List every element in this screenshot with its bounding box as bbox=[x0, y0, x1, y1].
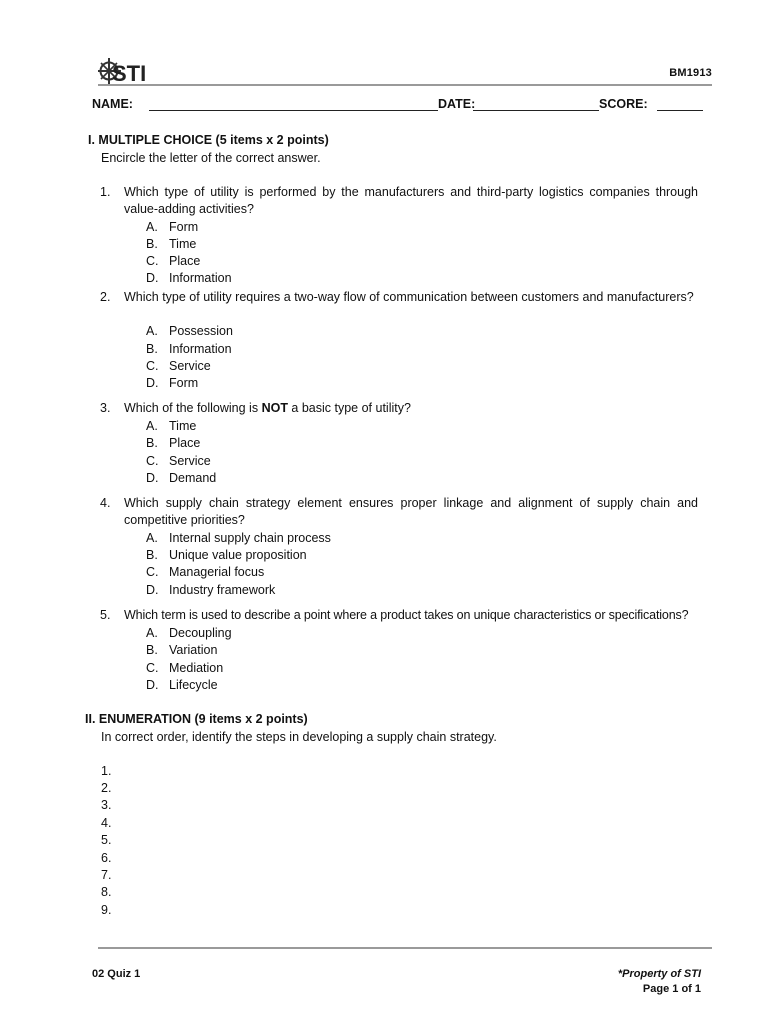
option-letter: A. bbox=[146, 419, 158, 433]
section-1-title: I. MULTIPLE CHOICE (5 items x 2 points) bbox=[88, 133, 329, 147]
question-text-part: Which of the following is bbox=[124, 401, 262, 415]
name-label: NAME: bbox=[92, 97, 133, 111]
option-text: Demand bbox=[169, 471, 217, 485]
option-letter: D. bbox=[146, 271, 159, 285]
option-letter: B. bbox=[146, 237, 158, 251]
enumeration-item: 9. bbox=[101, 903, 112, 917]
option-text: Internal supply chain process bbox=[169, 531, 331, 545]
option-text: Time bbox=[169, 419, 197, 433]
option-letter: A. bbox=[146, 531, 158, 545]
option-text: Information bbox=[169, 342, 232, 356]
option-letter: C. bbox=[146, 661, 159, 675]
score-label: SCORE: bbox=[599, 97, 648, 111]
enumeration-item: 8. bbox=[101, 885, 112, 899]
score-field[interactable] bbox=[657, 110, 703, 111]
section-1-instruction: Encircle the letter of the correct answer. bbox=[101, 151, 321, 165]
option-letter: B. bbox=[146, 548, 158, 562]
section-2-title: II. ENUMERATION (9 items x 2 points) bbox=[85, 712, 308, 726]
enumeration-item: 2. bbox=[101, 781, 112, 795]
question-text: Which type of utility requires a two-way flow of communication between customers and manufacturers? bbox=[124, 290, 694, 304]
option-text: Decoupling bbox=[169, 626, 232, 640]
option-text: Managerial focus bbox=[169, 565, 265, 579]
question-text: Which supply chain strategy element ensures proper linkage and alignment of supply chain and competitive priorities? bbox=[124, 496, 698, 527]
enumeration-item: 7. bbox=[101, 868, 112, 882]
question-5 bbox=[100, 607, 712, 624]
question-2 bbox=[100, 289, 698, 323]
question-number: 4. bbox=[100, 496, 111, 510]
question-1 bbox=[100, 184, 698, 218]
question-4 bbox=[100, 495, 698, 529]
property-notice: *Property of STI bbox=[617, 968, 701, 980]
enumeration-item: 1. bbox=[101, 764, 112, 778]
question-text-part: a basic type of utility? bbox=[287, 401, 411, 415]
date-label: DATE: bbox=[438, 97, 476, 111]
option-text: Information bbox=[169, 271, 232, 285]
enumeration-item: 3. bbox=[101, 798, 112, 812]
question-text: Which term is used to describe a point where a product takes on unique characteristics or specifications? bbox=[124, 608, 689, 622]
sti-logo bbox=[98, 55, 150, 87]
option-letter: D. bbox=[146, 376, 159, 390]
question-number: 3. bbox=[100, 401, 111, 415]
footer-quiz-label: 02 Quiz 1 bbox=[92, 968, 141, 980]
option-text: Possession bbox=[169, 324, 233, 338]
option-text: Form bbox=[169, 220, 199, 234]
header-divider bbox=[98, 84, 712, 86]
course-code: BM1913 bbox=[669, 67, 712, 79]
option-text: Time bbox=[169, 237, 197, 251]
question-3 bbox=[100, 400, 698, 417]
footer-divider bbox=[98, 947, 712, 949]
page-number: Page 1 of 1 bbox=[642, 983, 701, 995]
option-text: Unique value proposition bbox=[169, 548, 307, 562]
option-text: Place bbox=[169, 436, 201, 450]
option-text: Service bbox=[169, 359, 211, 373]
option-letter: C. bbox=[146, 254, 159, 268]
option-text: Variation bbox=[169, 643, 218, 657]
option-letter: D. bbox=[146, 583, 159, 597]
option-text: Mediation bbox=[169, 661, 224, 675]
student-info-row bbox=[92, 97, 712, 115]
enumeration-item: 5. bbox=[101, 833, 112, 847]
footer-right bbox=[618, 967, 701, 997]
enumeration-item: 4. bbox=[101, 816, 112, 830]
question-number: 1. bbox=[100, 185, 111, 199]
question-number: 5. bbox=[100, 608, 111, 622]
option-text: Lifecycle bbox=[169, 678, 218, 692]
option-letter: A. bbox=[146, 220, 158, 234]
option-text: Place bbox=[169, 254, 201, 268]
option-text: Service bbox=[169, 454, 211, 468]
svg-text:STI: STI bbox=[112, 61, 147, 86]
option-letter: B. bbox=[146, 436, 158, 450]
option-text: Form bbox=[169, 376, 199, 390]
option-letter: C. bbox=[146, 565, 159, 579]
section-2-instruction: In correct order, identify the steps in developing a supply chain strategy. bbox=[101, 730, 497, 744]
option-letter: A. bbox=[146, 324, 158, 338]
question-number: 2. bbox=[100, 290, 111, 304]
option-letter: D. bbox=[146, 678, 159, 692]
option-letter: B. bbox=[146, 342, 158, 356]
name-field[interactable] bbox=[149, 110, 438, 111]
option-letter: A. bbox=[146, 626, 158, 640]
question-text bbox=[124, 400, 698, 417]
date-field[interactable] bbox=[473, 110, 599, 111]
enumeration-item: 6. bbox=[101, 851, 112, 865]
question-emphasis: NOT bbox=[261, 401, 288, 415]
option-letter: C. bbox=[146, 359, 159, 373]
option-text: Industry framework bbox=[169, 583, 276, 597]
option-letter: C. bbox=[146, 454, 159, 468]
option-letter: B. bbox=[146, 643, 158, 657]
option-letter: D. bbox=[146, 471, 159, 485]
question-text: Which type of utility is performed by the manufacturers and third-party logistics companies through value-adding activities? bbox=[124, 185, 698, 216]
